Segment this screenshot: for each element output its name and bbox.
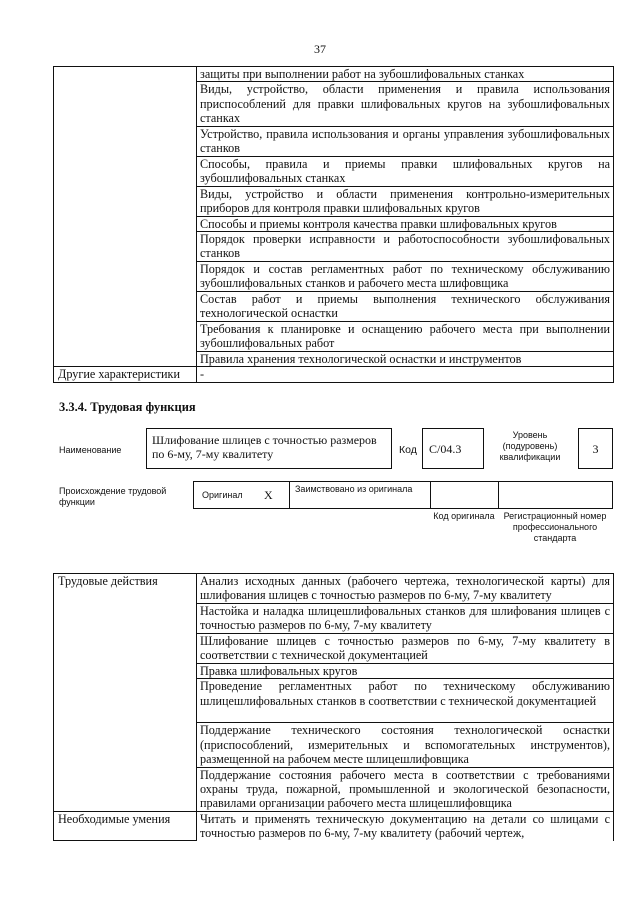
skills-label: Необходимые умения [54,811,197,841]
divider [289,482,290,508]
knowledge-item: Требования к планировке и оснащению рабочего места при выполнении зубошлифовальных работ [197,322,614,352]
other-characteristics-label: Другие характеристики [54,367,197,382]
knowledge-item: Виды, устройство, области применения и правила использования приспособлений для правки шлифовальных кругов на зубошлифовальных станках [197,82,614,126]
labor-action-item: Настойка и наладка шлицешлифовальных станков для шлифования шлицев с точностью размеров по 6-му, 7-му квалитету [197,604,614,634]
level-box: 3 [578,428,613,469]
knowledge-table [53,66,614,383]
borrowed-label: Заимствовано из оригинала [295,484,413,494]
level-label: Уровень (подуровень) квалификации [499,430,561,462]
knowledge-item: Виды, устройство и области применения контрольно-измерительных приборов для контроля правки шлифовальных кругов [197,186,614,216]
labor-action-item: Анализ исходных данных (рабочего чертежа, технологической карты) для шлифования шлицев с точностью размеров по 6-му, 7-му квалитету [197,574,614,604]
labor-action-item: Правка шлифовальных кругов [197,664,614,679]
original-label: Оригинал [202,490,243,500]
knowledge-item: Способы и приемы контроля качества правки шлифовальных кругов [197,216,614,231]
divider [430,482,431,508]
page-number: 37 [314,42,326,56]
name-label: Наименование [59,445,122,455]
knowledge-item: Правила хранения технологической оснастки и инструментов [197,352,614,367]
knowledge-label-cell [54,67,197,367]
knowledge-item: Порядок проверки исправности и работоспособности зубошлифовальных станков [197,232,614,262]
code-box: C/04.3 [422,428,484,469]
function-name-box: Шлифование шлицев с точностью размеров по 6-му, 7-му квалитету [146,428,392,469]
origin-grid [193,481,613,509]
labor-action-item: Шлифование шлицев с точностью размеров по 6-му, 7-му квалитету в соответствии с технической документацией [197,634,614,664]
labor-actions-table [53,573,614,841]
knowledge-item: Устройство, правила использования и органы управления зубошлифовальных станков [197,126,614,156]
knowledge-item: Порядок и состав регламентных работ по техническому обслуживанию зубошлифовальных станков и рабочего места шлифовщика [197,262,614,292]
other-characteristics-value: - [197,367,614,382]
section-title: 3.3.4. Трудовая функция [59,400,196,414]
skill-item: Читать и применять техническую документацию на детали со шлицами с точностью размеров по 6-му, 7-му квалитету (рабочий чертеж, [197,811,614,841]
labor-action-item: Поддержание состояния рабочего места в соответствии с требованиями охраны труда, пожарной, промышленной и экологической безопасности, правилами организации рабочего места шлицешлифовщика [197,767,614,811]
reg-number-caption: Регистрационный номер профессионального стандарта [503,511,607,543]
knowledge-item: защиты при выполнении работ на зубошлифовальных станках [197,67,614,82]
table-row [54,811,614,841]
knowledge-item: Способы, правила и приемы правки шлифовальных кругов на зубошлифовальных станках [197,156,614,186]
labor-action-item: Проведение регламентных работ по техническому обслуживанию шлицешлифовальных станков в соответствии с технической документацией [197,679,614,723]
table-row [54,574,614,604]
table-row [54,67,614,82]
code-original-caption: Код оригинала [433,511,495,521]
labor-actions-label: Трудовые действия [54,574,197,812]
origin-label: Происхождение трудовой функции [59,486,167,507]
original-mark: X [264,488,273,502]
divider [498,482,499,508]
labor-action-item: Поддержание технического состояния технологической оснастки (приспособлений, измерительных и вспомогательных инструментов), размещенной на рабочем месте шлицешлифовщика [197,723,614,767]
table-row [54,367,614,382]
knowledge-item: Состав работ и приемы выполнения технического обслуживания технологической оснастки [197,292,614,322]
code-label: Код [399,444,417,456]
